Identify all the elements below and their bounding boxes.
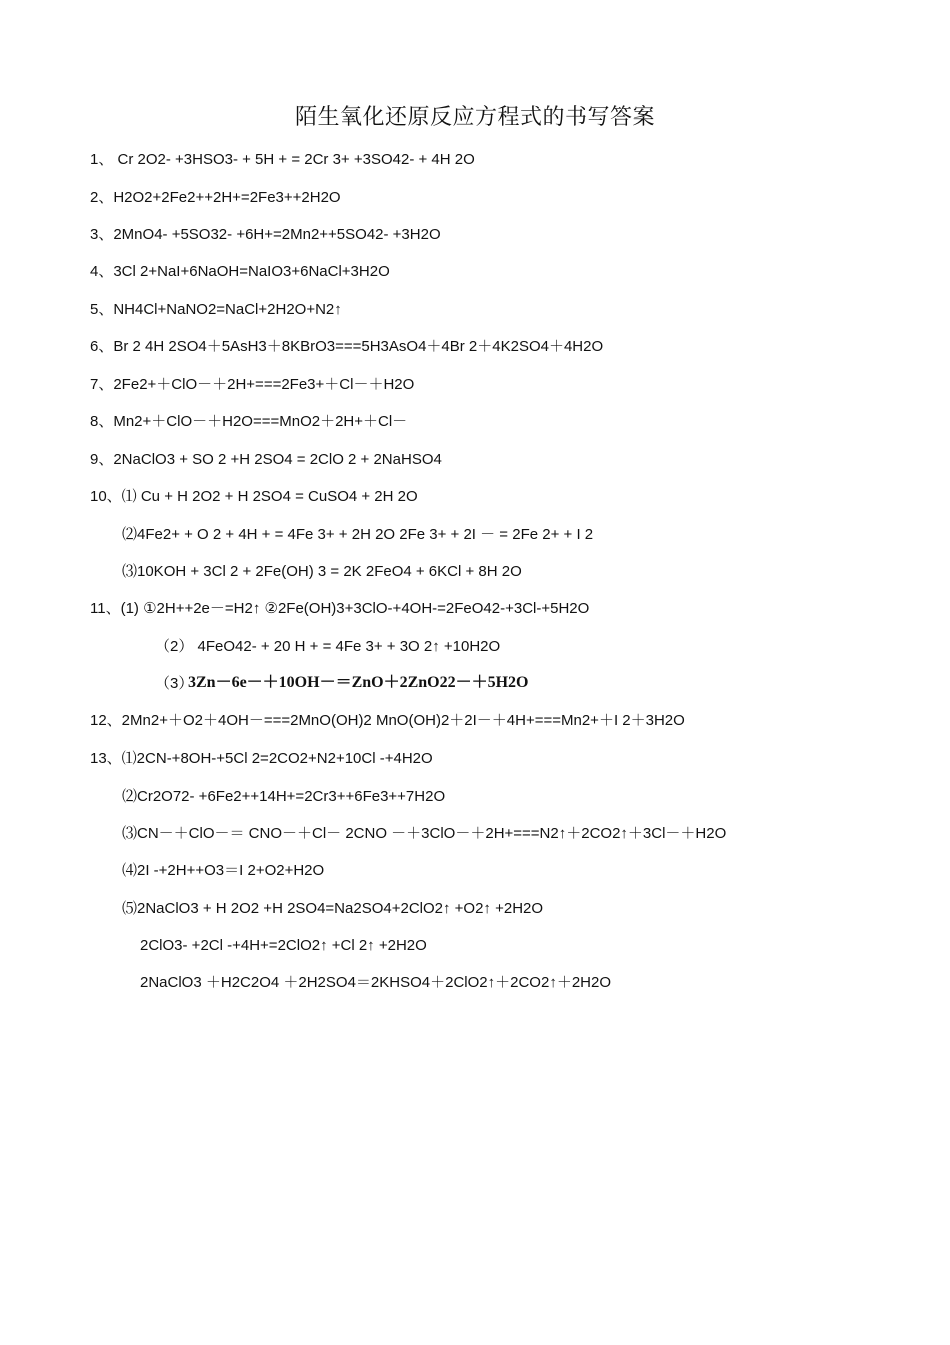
equation-11-3: 3Zn－6e－＋10OH－＝ZnO＋2ZnO22－＋5H2O <box>188 674 529 691</box>
equation-13-5c: 2NaClO3 ＋H2C2O4 ＋2H2SO4＝2KHSO4＋2ClO2↑＋2CO2↑＋2H2O <box>140 974 611 991</box>
equation-7: 7、2Fe2+＋ClO－＋2H+===2Fe3+＋Cl－＋H2O <box>90 376 415 393</box>
equation-13-2: ⑵Cr2O72- +6Fe2++14H+=2Cr3++6Fe3++7H2O <box>122 788 446 805</box>
equation-10-2: ⑵4Fe2+ + O 2 + 4H + = 4Fe 3+ + 2H 2O 2Fe 3+ + 2I － = 2Fe 2+ + I 2 <box>122 526 594 543</box>
equation-1: 1、 Cr 2O2- +3HSO3- + 5H + = 2Cr 3+ +3SO42- + 4H 2O <box>90 151 475 168</box>
equation-10-3: ⑶10KOH + 3Cl 2 + 2Fe(OH) 3 = 2K 2FeO4 + 6KCl + 8H 2O <box>122 563 522 580</box>
equation-12: 12、2Mn2+＋O2＋4OH－===2MnO(OH)2 MnO(OH)2＋2I－＋4H+===Mn2+＋I 2＋3H2O <box>90 712 685 729</box>
equation-4: 4、3Cl 2+NaI+6NaOH=NaIO3+6NaCl+3H2O <box>90 263 390 280</box>
equation-11-1: 11、(1) ①2H++2e－=H2↑ ②2Fe(OH)3+3ClO-+4OH-=2FeO42-+3Cl-+5H2O <box>90 600 590 617</box>
equation-13-5: ⑸2NaClO3 + H 2O2 +H 2SO4=Na2SO4+2ClO2↑ +O2↑ +2H2O <box>122 900 544 917</box>
equation-11-3-label: （3） <box>155 675 194 692</box>
equation-8: 8、Mn2+＋ClO－＋H2O===MnO2＋2H+＋Cl－ <box>90 413 408 430</box>
equation-2: 2、H2O2+2Fe2++2H+=2Fe3++2H2O <box>90 189 341 206</box>
page-title: 陌生氧化还原反应方程式的书写答案 <box>294 105 655 130</box>
equation-10-1: 10、⑴ Cu + H 2O2 + H 2SO4 = CuSO4 + 2H 2O <box>90 488 418 505</box>
equation-13-1: 13、⑴2CN-+8OH-+5Cl 2=2CO2+N2+10Cl -+4H2O <box>90 750 433 767</box>
equation-11-2: （2） 4FeO42- + 20 H + = 4Fe 3+ + 3O 2↑ +10H2O <box>155 638 501 655</box>
equation-13-4: ⑷2I -+2H++O3＝I 2+O2+H2O <box>122 862 325 879</box>
equation-5: 5、NH4Cl+NaNO2=NaCl+2H2O+N2↑ <box>90 301 342 318</box>
equation-3: 3、2MnO4- +5SO32- +6H+=2Mn2++5SO42- +3H2O <box>90 226 441 243</box>
equation-6: 6、Br 2 4H 2SO4＋5AsH3＋8KBrO3===5H3AsO4＋4Br 2＋4K2SO4＋4H2O <box>90 338 604 355</box>
equation-9: 9、2NaClO3 + SO 2 +H 2SO4 = 2ClO 2 + 2NaHSO4 <box>90 451 442 468</box>
equation-13-3: ⑶CN－＋ClO－＝ CNO－＋Cl－ 2CNO －＋3ClO－＋2H+===N2↑＋2CO2↑＋3Cl－＋H2O <box>122 825 727 842</box>
equation-13-5b: 2ClO3- +2Cl -+4H+=2ClO2↑ +Cl 2↑ +2H2O <box>140 937 427 954</box>
